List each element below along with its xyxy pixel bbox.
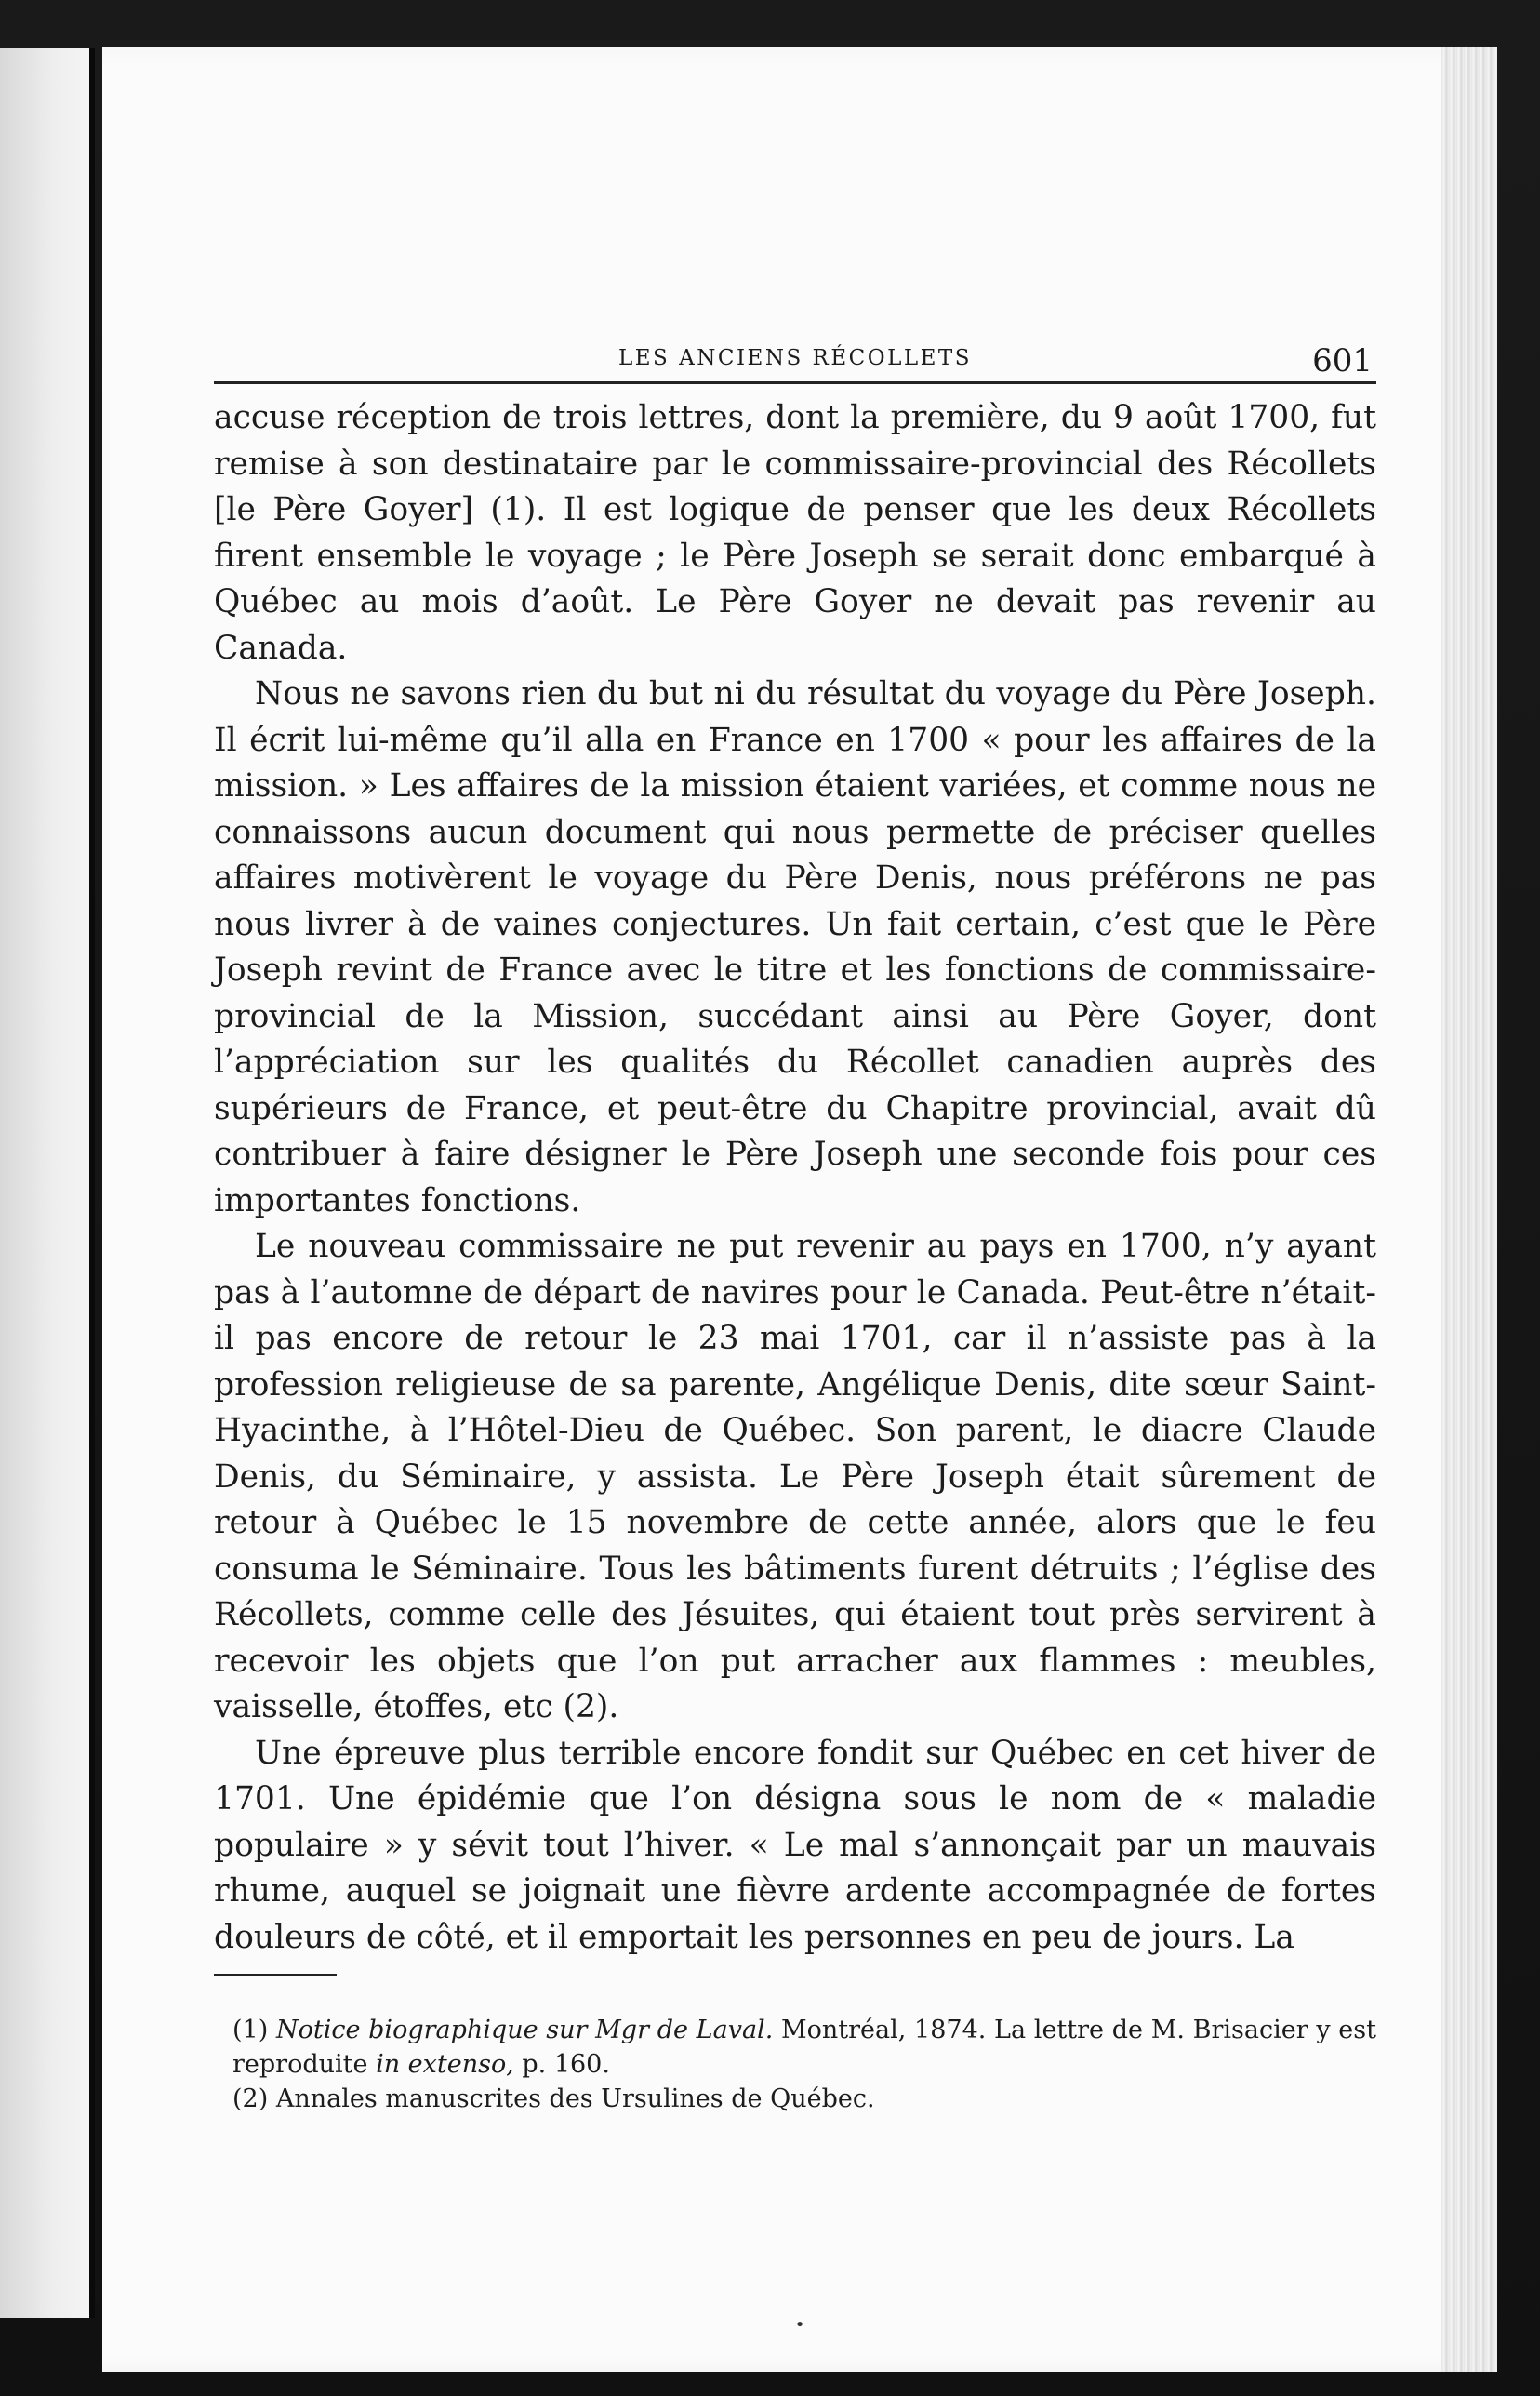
page-content [214, 307, 1376, 2116]
footnote-1-marker: (1) [232, 2016, 269, 2044]
paragraph-1: accuse réception de trois lettres, dont la première, du 9 août 1700, fut remise à son destinataire par le commissaire-provincial des Récollets [le Père Goyer] (1). Il est logique de penser que les deux Récollets firent ensemble le voyage ; le Père Joseph se serait donc embarqué à Québec au mois d’août. Le Père Goyer ne devait pas revenir au Canada. [214, 399, 1376, 667]
footnote-divider [214, 1974, 337, 1976]
footnote-1-text-b: p. 160. [513, 2050, 610, 2079]
footnotes [214, 2013, 1376, 2116]
footnote-2-marker: (2) [232, 2084, 269, 2113]
footnote-2-text: Annales manuscrites des Ursulines de Québec. [275, 2084, 875, 2113]
body-text [214, 395, 1376, 1961]
page-stack-edge [1441, 47, 1497, 2372]
footnote-1 [214, 2013, 1376, 2082]
footnote-1-italic: in extenso, [376, 2050, 514, 2079]
paragraph-3: Le nouveau commissaire ne put revenir au pays en 1700, n’y ayant pas à l’automne de départ de navires pour le Canada. Peut-être n’était-il pas encore de retour le 23 mai 1701, car il n’assiste pas à la profession religieuse de sa parente, Angélique Denis, dite sœur Saint-Hyacinthe, à l’Hôtel-Dieu de Québec. Son parent, le diacre Claude Denis, du Séminaire, y assista. Le Père Joseph était sûrement de retour à Québec le 15 novembre de cette année, alors que le feu consuma le Séminaire. Tous les bâtiments furent détruits ; l’église des Récollets, comme celle des Jésuites, qui étaient tout près servirent à recevoir les objets que l’on put arracher aux flammes : meubles, vaisselle, étoffes, etc (2). [214, 1228, 1376, 1725]
footnote-1-title: Notice biographique sur Mgr de Laval. [275, 2016, 774, 2044]
page-number: 601 [1312, 342, 1373, 379]
running-head-title: LES ANCIENS RÉCOLLETS [617, 346, 973, 370]
bottom-mark: • [794, 2315, 805, 2335]
paragraph-2: Nous ne savons rien du but ni du résultat du voyage du Père Joseph. Il écrit lui-même qu’il alla en France en 1700 « pour les affaires de la mission. » Les affaires de la mission étaient variées, et comme nous ne connaissons aucun document qui nous permette de préciser quelles affaires motivèrent le voyage du Père Denis, nous préférons ne pas nous livrer à de vaines conjectures. Un fait certain, c’est que le Père Joseph revint de France avec le titre et les fonctions de commissaire-provincial de la Mission, succédant ainsi au Père Goyer, dont l’appréciation sur les qualités du Récollet canadien auprès des supérieurs de France, et peut-être du Chapitre provincial, avait dû contribuer à faire désigner le Père Joseph une seconde fois pour ces importantes fonctions. [214, 675, 1376, 1219]
footnote-2 [214, 2082, 1376, 2116]
book-page [102, 47, 1497, 2372]
paragraph-4: Une épreuve plus terrible encore fondit sur Québec en cet hiver de 1701. Une épidémie que l’on désigna sous le nom de « maladie populaire » y sévit tout l’hiver. « Le mal s’annonçait par un mauvais rhume, auquel se joignait une fièvre ardente accompagnée de fortes douleurs de côté, et il emportait les personnes en peu de jours. La [214, 1734, 1376, 1956]
left-page-edge [0, 48, 95, 2318]
running-head [214, 307, 1376, 384]
footnote-1-text-a: Montréal, 1874. La lettre de M. Brisacier y est reproduite [232, 2016, 1376, 2079]
